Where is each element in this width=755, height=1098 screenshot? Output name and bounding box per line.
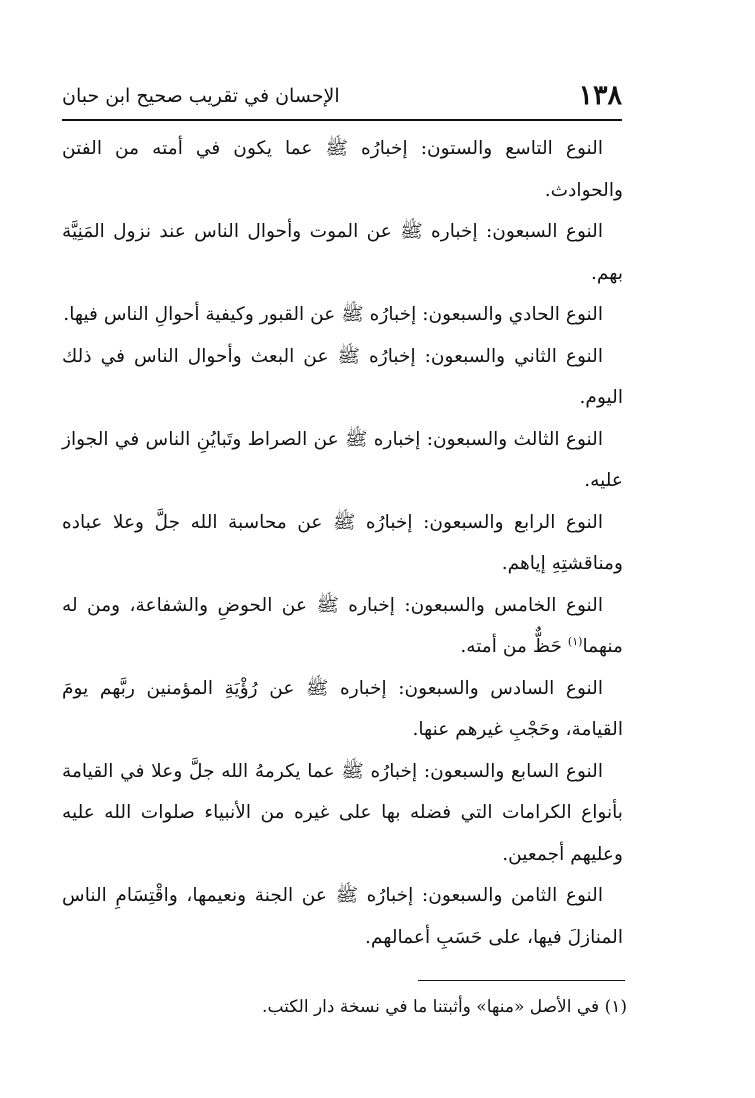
paragraph-74: النوع الرابع والسبعون: إخبارُه ﷺ عن محاسبة الله جلَّ وعلا عباده ومناقشتِهِ إياهم. [62,511,623,574]
header-rule [62,119,622,121]
paragraph-75 [62,585,623,668]
footnote-marker: (١) [567,634,583,648]
paragraph-75-before: النوع الخامس والسبعون: إخباره ﷺ عن الحوضِ والشفاعة، ومن له منهما [62,594,623,657]
page-header [62,78,622,114]
paragraph-73: النوع الثالث والسبعون: إخباره ﷺ عن الصراط وتَبايُنِ الناس في الجواز عليه. [62,428,623,491]
paragraph-77: النوع السابع والسبعون: إخبارُه ﷺ عما يكرمهُ الله جلَّ وعلا في القيامة بأنواع الكرامات التي فضله بها على غيره من الأنبياء صلوات الله عليه وعليهم أجمعين. [62,760,623,865]
paragraph-76: النوع السادس والسبعون: إخباره ﷺ عن رُؤْيَةِ المؤمنين ربَّهم يومَ القيامة، وحَجْبِ غيرهم عنها. [62,677,623,740]
paragraph-71: النوع الحادي والسبعون: إخبارُه ﷺ عن القبور وكيفية أحوالِ الناس فيها. [63,304,603,325]
page-number: ١٣٨ [578,80,622,111]
running-title: الإحسان في تقريب صحيح ابن حبان [62,85,340,107]
paragraph-72: النوع الثاني والسبعون: إخبارُه ﷺ عن البعث وأحوال الناس في ذلك اليوم. [62,345,623,408]
paragraph-78: النوع الثامن والسبعون: إخبارُه ﷺ عن الجنة ونعيمها، واقْتِسَامِ الناس المنازلَ فيها، على حَسَبِ أعمالهم. [62,885,623,948]
footnote: (١) في الأصل «منها» وأثبتنا ما في نسخة دار الكتب. [262,997,627,1017]
paragraph-69: النوع التاسع والستون: إخبارُه ﷺ عما يكون في أمته من الفتن والحوادث. [62,138,623,201]
footnote-rule [418,980,625,981]
body-text [62,128,623,958]
paragraph-75-after: حَظٌّ من أمته. [460,636,568,657]
paragraph-70: النوع السبعون: إخباره ﷺ عن الموت وأحوال الناس عند نزول المَنِيَّة بهم. [62,221,623,284]
